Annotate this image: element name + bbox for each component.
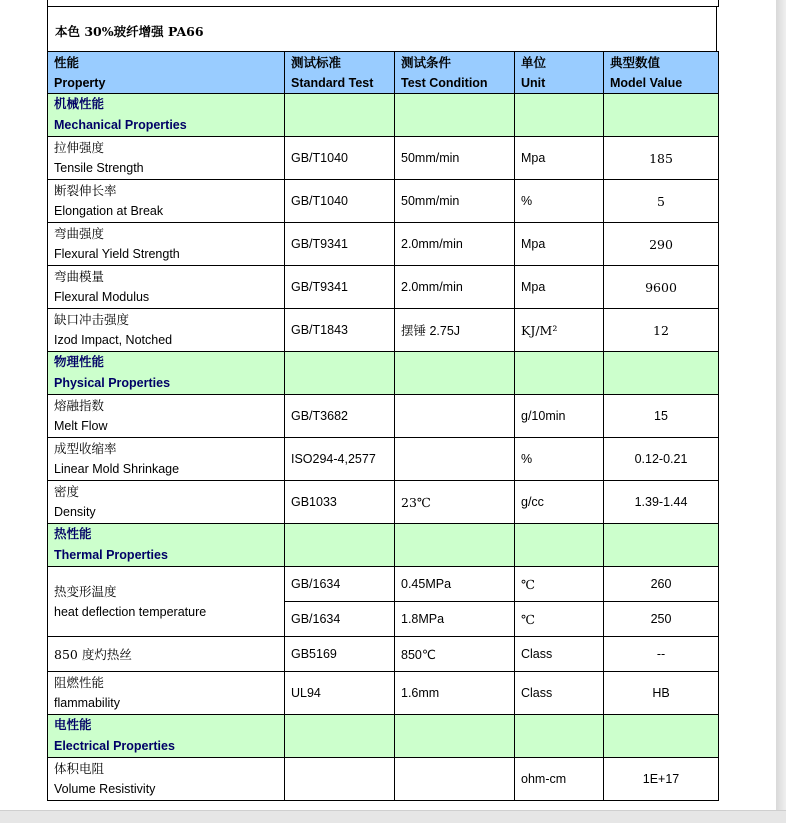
- unit-cell: Mpa: [515, 223, 604, 266]
- section-title: 物理性能 Physical Properties: [48, 352, 285, 395]
- value-cell: 1.39-1.44: [604, 481, 719, 524]
- section-title: 电性能 Electrical Properties: [48, 715, 285, 758]
- condition-cell: [395, 438, 515, 481]
- unit-cell: ohm-cm: [515, 758, 604, 801]
- title-box: [47, 6, 717, 51]
- condition-cell: [395, 395, 515, 438]
- section-title: 机械性能 Mechanical Properties: [48, 94, 285, 137]
- value-cell: 9600: [604, 266, 719, 309]
- value-cell: HB: [604, 672, 719, 715]
- header-property: 性能 Property: [48, 52, 285, 94]
- table-row: [48, 223, 719, 266]
- unit-cell: Mpa: [515, 266, 604, 309]
- standard-cell: GB/T9341: [285, 266, 395, 309]
- value-cell: 250: [604, 602, 719, 637]
- unit-cell: g/cc: [515, 481, 604, 524]
- standard-cell: GB/T9341: [285, 223, 395, 266]
- header-condition: 测试条件 Test Condition: [395, 52, 515, 94]
- standard-cell: GB/T3682: [285, 395, 395, 438]
- header-unit: 单位 Unit: [515, 52, 604, 94]
- table-row: [48, 637, 719, 672]
- table-row: [48, 481, 719, 524]
- property-cell: 熔融指数 Melt Flow: [48, 395, 285, 438]
- section-mechanical: [48, 94, 719, 137]
- standard-cell: GB1033: [285, 481, 395, 524]
- value-cell: 0.12-0.21: [604, 438, 719, 481]
- property-cell: 断裂伸长率 Elongation at Break: [48, 180, 285, 223]
- table-row: [48, 672, 719, 715]
- header-standard: 测试标准 Standard Test: [285, 52, 395, 94]
- standard-cell: GB/T1040: [285, 137, 395, 180]
- unit-cell: Class: [515, 672, 604, 715]
- table-row: [48, 309, 719, 352]
- value-cell: 260: [604, 567, 719, 602]
- property-cell: 弯曲模量 Flexural Modulus: [48, 266, 285, 309]
- value-cell: 290: [604, 223, 719, 266]
- table-row: [48, 266, 719, 309]
- table-row: [48, 758, 719, 801]
- unit-cell: Class: [515, 637, 604, 672]
- unit-cell: ℃: [515, 567, 604, 602]
- section-physical: [48, 352, 719, 395]
- page-bottom-edge: [0, 810, 786, 823]
- standard-cell: GB/T1843: [285, 309, 395, 352]
- table-row: [48, 567, 719, 602]
- property-cell: 弯曲强度 Flexural Yield Strength: [48, 223, 285, 266]
- standard-cell: ISO294-4,2577: [285, 438, 395, 481]
- standard-cell: GB/T1040: [285, 180, 395, 223]
- section-thermal: [48, 524, 719, 567]
- standard-cell: GB5169: [285, 637, 395, 672]
- condition-cell: 0.45MPa: [395, 567, 515, 602]
- property-cell: 热变形温度 heat deflection temperature: [48, 567, 285, 637]
- unit-cell: %: [515, 180, 604, 223]
- standard-cell: [285, 758, 395, 801]
- table-row: [48, 180, 719, 223]
- property-cell: 体积电阻 Volume Resistivity: [48, 758, 285, 801]
- standard-cell: UL94: [285, 672, 395, 715]
- unit-cell: KJ/M²: [515, 309, 604, 352]
- standard-cell: GB/1634: [285, 602, 395, 637]
- condition-cell: 850℃: [395, 637, 515, 672]
- condition-cell: 23℃: [395, 481, 515, 524]
- standard-cell: GB/1634: [285, 567, 395, 602]
- value-cell: 12: [604, 309, 719, 352]
- condition-cell: 1.8MPa: [395, 602, 515, 637]
- value-cell: 5: [604, 180, 719, 223]
- unit-cell: Mpa: [515, 137, 604, 180]
- value-cell: --: [604, 637, 719, 672]
- unit-cell: %: [515, 438, 604, 481]
- unit-cell: g/10min: [515, 395, 604, 438]
- section-electrical: [48, 715, 719, 758]
- condition-cell: 1.6mm: [395, 672, 515, 715]
- value-cell: 185: [604, 137, 719, 180]
- section-title: 热性能 Thermal Properties: [48, 524, 285, 567]
- property-cell: 成型收缩率 Linear Mold Shrinkage: [48, 438, 285, 481]
- condition-cell: 50mm/min: [395, 180, 515, 223]
- table-row: [48, 438, 719, 481]
- property-cell: 拉伸强度 Tensile Strength: [48, 137, 285, 180]
- condition-cell: 2.0mm/min: [395, 223, 515, 266]
- condition-cell: [395, 758, 515, 801]
- property-cell: 阻燃性能 flammability: [48, 672, 285, 715]
- property-cell: 850 度灼热丝: [48, 637, 285, 672]
- value-cell: 15: [604, 395, 719, 438]
- value-cell: 1E+17: [604, 758, 719, 801]
- table-row: [48, 395, 719, 438]
- unit-cell: ℃: [515, 602, 604, 637]
- page-right-shadow: [776, 0, 786, 810]
- header-value: 典型数值 Model Value: [604, 52, 719, 94]
- table-row: [48, 137, 719, 180]
- table-header: [48, 52, 719, 94]
- property-cell: 密度 Density: [48, 481, 285, 524]
- condition-cell: 摆锤 2.75J: [395, 309, 515, 352]
- property-cell: 缺口冲击强度 Izod Impact, Notched: [48, 309, 285, 352]
- document-title: 本色 30%玻纤增强 PA66: [55, 24, 204, 39]
- condition-cell: 2.0mm/min: [395, 266, 515, 309]
- properties-table: [47, 51, 719, 801]
- condition-cell: 50mm/min: [395, 137, 515, 180]
